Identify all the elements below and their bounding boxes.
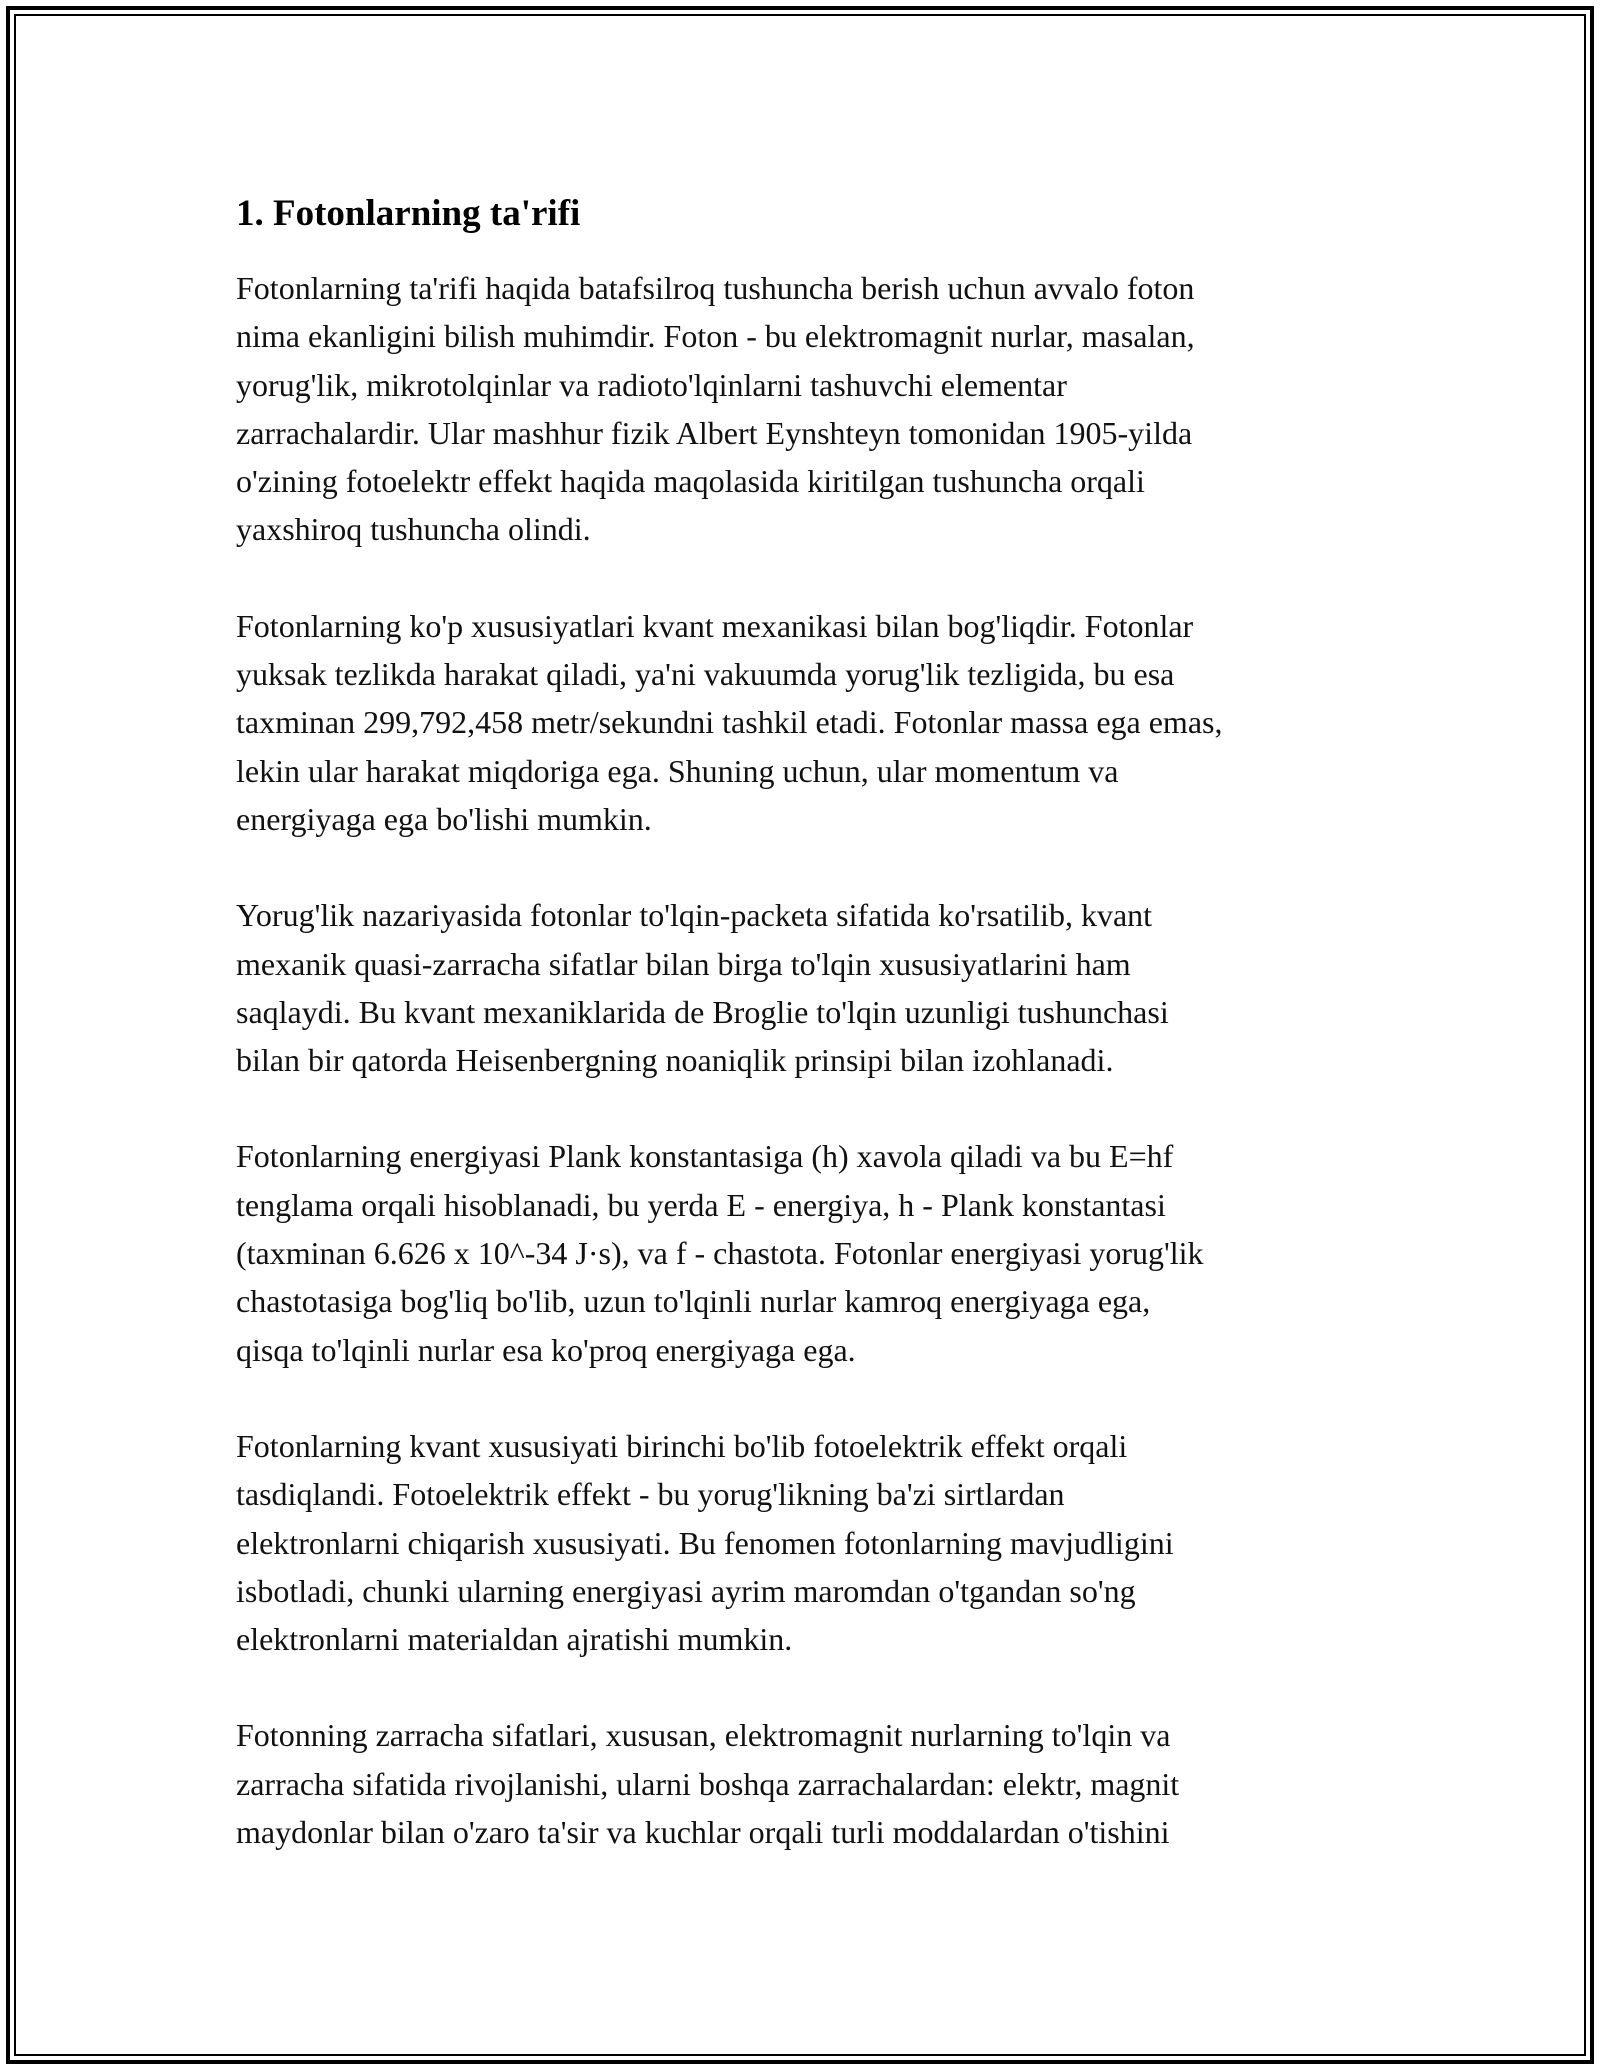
text-line: nima ekanligini bilish muhimdir. Foton - bu elektromagnit nurlar, masalan, — [236, 318, 1195, 355]
document-body — [236, 186, 1376, 1904]
text-line: energiyaga ega bo'lishi mumkin. — [236, 800, 652, 837]
text-line: lekin ular harakat miqdoriga ega. Shuning uchun, ular momentum va — [236, 752, 1119, 789]
text-line: yorug'lik, mikrotolqinlar va radioto'lqinlarni tashuvchi elementar — [236, 366, 1067, 403]
paragraph-6 — [236, 1711, 1376, 1856]
text-line: qisqa to'lqinli nurlar esa ko'proq energiyaga ega. — [236, 1331, 856, 1368]
text-line: Fotonlarning ko'p xususiyatlari kvant mexanikasi bilan bog'liqdir. Fotonlar — [236, 607, 1194, 644]
text-line: elektronlarni chiqarish xususiyati. Bu fenomen fotonlarning mavjudligini — [236, 1524, 1174, 1561]
text-line: yuksak tezlikda harakat qiladi, ya'ni vakuumda yorug'lik tezligida, bu esa — [236, 656, 1175, 693]
text-line: Fotonlarning ta'rifi haqida batafsilroq tushuncha berish uchun avvalo foton — [236, 270, 1195, 306]
paragraph-1 — [236, 264, 1376, 554]
section-heading: 1. Fotonlarning ta'rifi — [236, 193, 581, 234]
text-line: chastotasiga bog'liq bo'lib, uzun to'lqinli nurlar kamroq energiyaga ega, — [236, 1283, 1151, 1320]
paragraph-4 — [236, 1132, 1376, 1373]
text-line: maydonlar bilan o'zaro ta'sir va kuchlar orqali turli moddalardan o'tishini — [236, 1814, 1170, 1851]
text-line: isbotladi, chunki ularning energiyasi ayrim maromdan o'tgandan so'ng — [236, 1572, 1136, 1609]
text-line: Fotonlarning energiyasi Plank konstantasiga (h) xavola qiladi va bu E=hf — [236, 1138, 1174, 1175]
text-line: Fotonlarning kvant xususiyati birinchi bo'lib fotoelektrik effekt orqali — [236, 1427, 1128, 1464]
text-line: Yorug'lik nazariyasida fotonlar to'lqin-packeta sifatida ko'rsatilib, kvant — [236, 897, 1153, 934]
text-line: tasdiqlandi. Fotoelektrik effekt - bu yorug'likning ba'zi sirtlardan — [236, 1476, 1065, 1513]
text-line: Fotonning zarracha sifatlari, xususan, elektromagnit nurlarning to'lqin va — [236, 1717, 1171, 1754]
text-line: saqlaydi. Bu kvant mexaniklarida de Broglie to'lqin uzunligi tushunchasi — [236, 993, 1169, 1030]
text-line: elektronlarni materialdan ajratishi mumkin. — [236, 1621, 793, 1658]
paragraph-3 — [236, 891, 1376, 1084]
paragraph-5 — [236, 1422, 1376, 1663]
text-line: zarrachalardir. Ular mashhur fizik Albert Eynshteyn tomonidan 1905-yilda — [236, 414, 1193, 451]
text-line: mexanik quasi-zarracha sifatlar bilan birga to'lqin xususiyatlarini ham — [236, 945, 1131, 982]
paragraph-2 — [236, 602, 1376, 843]
text-line: taxminan 299,792,458 metr/sekundni tashkil etadi. Fotonlar massa ega emas, — [236, 704, 1223, 741]
text-line: (taxminan 6.626 x 10^-34 J·s), va f - chastota. Fotonlar energiyasi yorug'lik — [236, 1235, 1204, 1272]
text-line: o'zining fotoelektr effekt haqida maqolasida kiritilgan tushuncha orqali — [236, 463, 1145, 500]
text-line: tenglama orqali hisoblanadi, bu yerda E - energiya, h - Plank konstantasi — [236, 1186, 1166, 1223]
text-line: zarracha sifatida rivojlanishi, ularni boshqa zarrachalardan: elektr, magnit — [236, 1765, 1180, 1802]
text-line: yaxshiroq tushuncha olindi. — [236, 511, 591, 548]
text-line: bilan bir qatorda Heisenbergning noaniqlik prinsipi bilan izohlanadi. — [236, 1042, 1114, 1079]
